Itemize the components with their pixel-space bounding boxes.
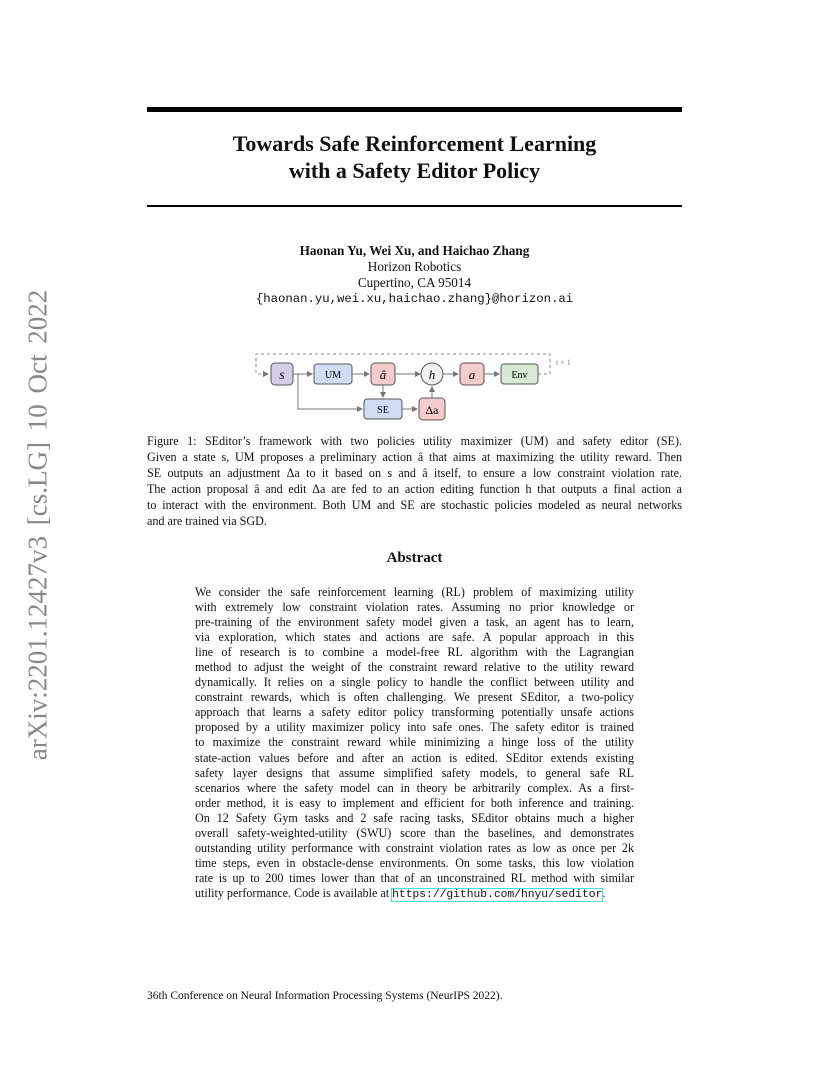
h-label: h <box>428 367 436 382</box>
t-plus-1-label: t + 1 <box>556 358 571 367</box>
figure-caption <box>147 433 682 530</box>
abstract-line: via exploration, which states and actions are safe. A popular approach in this <box>195 630 634 645</box>
caption-line: SE outputs an adjustment Δa to it based on s and â itself, to ensure a low constraint violation rate. <box>147 466 682 481</box>
caption-line: Given a state s, UM proposes a preliminary action â that aims at maximizing the utility reward. Then <box>147 450 682 465</box>
env-label: Env <box>511 370 528 381</box>
abstract-last-period: . <box>602 885 606 900</box>
abstract-line: outstanding utility performance with constraint violation rates as low as once per 2k <box>195 840 634 855</box>
abstract-line: approach that learns a safety editor policy transforming potentially unsafe actions <box>195 705 634 720</box>
conference-footer: 36th Conference on Neural Information Processing Systems (NeurIPS 2022). <box>147 990 503 1002</box>
abstract-line: state-action values before and after an action is edited. SEditor extends existing <box>195 750 634 765</box>
abstract-line: We consider the safe reinforcement learning (RL) problem of maximizing utility <box>195 585 634 599</box>
se-label: SE <box>377 405 389 416</box>
framework-diagram <box>250 348 590 426</box>
author-block <box>147 243 682 307</box>
abstract-line: rate is up to 200 times lower than that of an unconstrained RL method with similar <box>195 870 634 885</box>
caption-line: The action proposal â and edit Δa are fed to an action editing function h that outputs a final action a <box>147 482 682 497</box>
caption-line: to interact with the environment. Both UM and SE are stochastic policies modeled as neural networks <box>147 498 682 513</box>
abstract-body <box>195 585 634 903</box>
title-bottom-rule <box>147 205 682 207</box>
delta-a-label: Δa <box>425 403 439 417</box>
author-affiliation: Horizon Robotics <box>367 259 462 274</box>
a-hat-label: â <box>379 367 387 382</box>
abstract-line: line of research is to combine a model-free RL algorithm with the Lagrangian <box>195 645 634 660</box>
paper-title <box>147 130 682 184</box>
abstract-line: dynamically. It relies on a single policy to handle the conflict between utility and <box>195 675 634 690</box>
state-s-label: s <box>279 368 285 383</box>
author-location: Cupertino, CA 95014 <box>357 275 472 290</box>
abstract-line: constraint rewards, which is often challenging. We present SEditor, a two-policy <box>195 690 634 705</box>
author-email: {haonan.yu,wei.xu,haichao.zhang}@horizon.ai <box>255 292 574 306</box>
abstract-line: proposed by a utility maximizer policy into safe ones. The safety editor is trained <box>195 720 634 735</box>
abstract-line: method to adjust the weight of the constraint reward relative to the utility reward <box>195 660 634 675</box>
abstract-line: On 12 Safety Gym tasks and 2 safe racing tasks, SEditor obtains much a higher <box>195 810 634 825</box>
title-line: with a Safety Editor Policy <box>288 158 541 183</box>
abstract-last-text: utility performance. Code is available at <box>195 885 393 900</box>
abstract-heading: Abstract <box>386 550 443 566</box>
abstract-line: with extremely low constraint violation rates. Assuming no prior knowledge or <box>195 600 634 615</box>
abstract-line: safety layer designs that assume simplified safety models, to general safe RL <box>195 765 634 780</box>
caption-line: Figure 1: SEditor’s framework with two policies utility maximizer (UM) and safety editor (SE). <box>147 434 682 448</box>
abstract-line: to maximize the constraint reward while minimizing a hinge loss of the utility <box>195 735 634 750</box>
abstract-line: pre-training of the environment safety model given a task, an agent has to learn, <box>195 615 634 630</box>
abstract-last-line <box>195 886 634 903</box>
title-line: Towards Safe Reinforcement Learning <box>232 131 597 156</box>
abstract-line: time steps, even in obstacle-dense environments. On some tasks, this low violation <box>195 855 634 870</box>
a-label: a <box>468 367 476 382</box>
code-link[interactable]: https://github.com/hnyu/seditor <box>392 888 603 901</box>
um-label: UM <box>324 370 342 381</box>
abstract-line: order method, it is easy to implement and efficient for both inference and training. <box>195 795 634 810</box>
arxiv-identifier: arXiv:2201.12427v3 [cs.LG] 10 Oct 2022 <box>22 289 53 761</box>
author-names: Haonan Yu, Wei Xu, and Haichao Zhang <box>299 243 530 258</box>
abstract-line: overall safety-weighted-utility (SWU) score than the baselines, and demonstrates <box>195 825 634 840</box>
caption-line: and are trained via SGD. <box>147 514 267 529</box>
abstract-line: scenarios where the safety model can in theory be arbitrarily complex. As a first- <box>195 780 634 795</box>
title-top-rule <box>147 107 682 112</box>
